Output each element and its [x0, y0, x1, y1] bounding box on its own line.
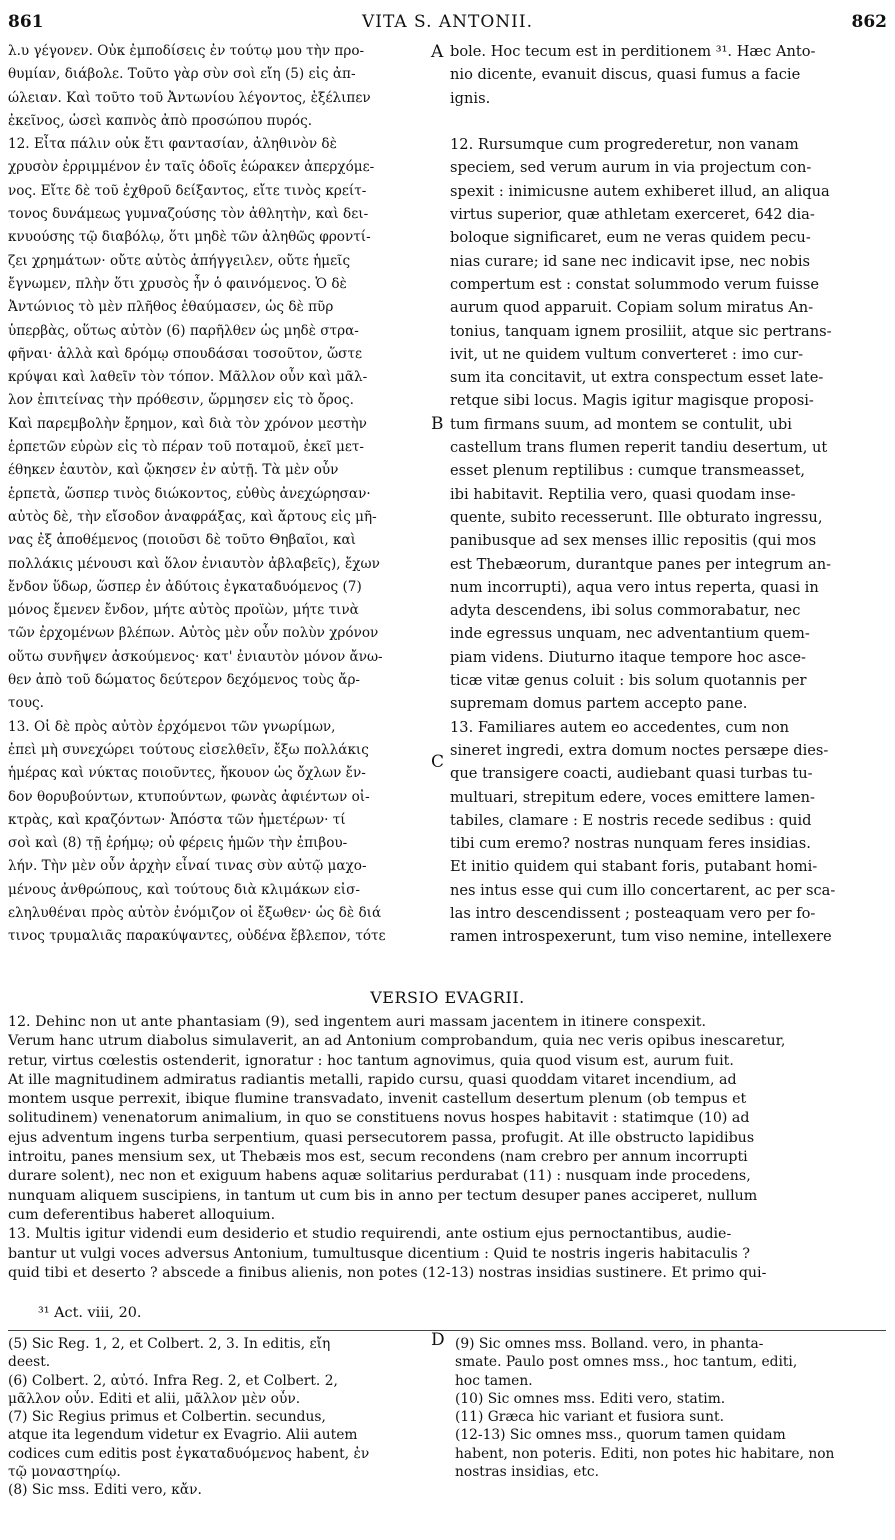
- greek-text-line: 13. Οἱ δὲ πρὸς αὐτὸν ἐρχόμενοι τῶν γνωρίμων,: [8, 718, 336, 735]
- footnote-line: (12-13) Sic omnes mss., quorum tamen quidam: [455, 1427, 786, 1444]
- evagrius-text-line: 13. Multis igitur videndi eum desiderio et studio requirendi, ante ostium ejus pernoctantibus, audie-: [8, 1226, 732, 1243]
- greek-text-line: Καὶ παρεμβολὴν ἔρημον, καὶ διὰ τὸν χρόνον μεστὴν: [8, 415, 367, 432]
- greek-text-line: μένους ἀνθρώπους, καὶ τούτους διὰ κλιμάκων εἰσ-: [8, 881, 360, 898]
- right-column-number: 862: [851, 12, 887, 32]
- evagrius-text-line: solitudinem) venenatorum animalium, in quo se constituens novus hospes habitavit : statimque (10) ad: [8, 1110, 750, 1127]
- evagrius-section-title: VERSIO EVAGRII.: [370, 988, 525, 1007]
- footnotes-left: [8, 1335, 428, 1500]
- greek-text-line: Ἀντώνιος τὸ μὲν πλῆθος ἐθαύμασεν, ὡς δὲ πῦρ: [8, 299, 334, 316]
- greek-text-column: [8, 40, 426, 949]
- footnote-line: deest.: [8, 1354, 51, 1371]
- latin-text-line: num incorrupti), aqua vero intus reperta, quasi in: [450, 578, 819, 596]
- latin-text-line: boloque significaret, eum ne veras quidem pecu-: [450, 229, 811, 247]
- greek-text-line: νος. Εἴτε δὲ τοῦ ἐχθροῦ δείξαντος, εἴτε τινὸς κρείτ-: [8, 182, 367, 199]
- footnote-line: smate. Paulo post omnes mss., hoc tantum, editi,: [455, 1354, 798, 1371]
- footnote-line: (8) Sic mss. Editi vero, κἄν.: [8, 1482, 202, 1499]
- footnote-line: μᾶλλον οὖν. Editi et alii, μᾶλλον μὲν οὖν.: [8, 1390, 301, 1407]
- latin-text-line: ticæ vitæ genus coluit : bis solum quotannis per: [450, 672, 807, 690]
- latin-text-line: tonius, tanquam ignem prosiliit, atque sic pertrans-: [450, 322, 832, 340]
- footnote-line: τῷ μοναστηρίῳ.: [8, 1464, 121, 1481]
- greek-text-line: ἔνδον ὕδωρ, ὥσπερ ἐν ἀδύτοις ἐγκαταδυόμενος (7): [8, 578, 362, 595]
- latin-text-line: tabiles, clamare : E nostris recede sedibus : quid: [450, 811, 812, 829]
- greek-text-line: τινος τρυμαλιᾶς παρακύψαντες, οὐδένα ἔβλεπον, τότε: [8, 928, 386, 945]
- latin-text-line: ramen introspexerunt, tum viso nemine, intellexere: [450, 928, 832, 946]
- latin-text-line: nes intus esse qui cum illo concertarent, ac per sca-: [450, 881, 836, 899]
- evagrius-text-line: bantur ut vulgi voces adversus Antonium, tumultusque dicentium : Quid te nostris ingeris habitaculis ?: [8, 1245, 750, 1262]
- latin-text-line: quente, subito recesserunt. Ille obturato ingressu,: [450, 508, 823, 526]
- greek-text-line: 12. Εἶτα πάλιν οὐκ ἔτι φαντασίαν, ἀληθινὸν δὲ: [8, 136, 337, 153]
- greek-text-line: εληλυθέναι πρὸς αὐτὸν ἐνόμιζον οἱ ἔξωθεν· ὡς δὲ διά: [8, 904, 382, 921]
- greek-text-line: τονος δυνάμεως γυμναζούσης τὸν ἀθλητὴν, καὶ δει-: [8, 206, 369, 223]
- latin-text-line: speciem, sed verum aurum in via projectum con-: [450, 159, 812, 177]
- greek-text-line: ἡμέρας καὶ νύκτας ποιοῦντες, ἤκουον ὡς ὄχλων ἔν-: [8, 765, 366, 782]
- latin-text-column: [450, 40, 880, 949]
- greek-text-line: οὕτω συνῆψεν ἀσκούμενος· κατ' ἐνιαυτὸν μόνον ἄνω-: [8, 648, 383, 665]
- greek-text-line: λον ἐπιτείνας τὴν πρόθεσιν, ὥρμησεν εἰς τὸ ὄρος.: [8, 392, 354, 409]
- margin-marker-b: B: [431, 414, 444, 434]
- latin-text-line: que transigere coacti, audiebant quasi turbas tu-: [450, 765, 813, 783]
- greek-text-line: θυμίαν, διάβολε. Τοῦτο γὰρ σὺν σοὶ εἴη (5) εἰς ἀπ-: [8, 66, 356, 83]
- latin-text-line: nias curare; id sane nec indicavit ipse, nec nobis: [450, 252, 810, 270]
- greek-text-line: ζει χρημάτων· οὔτε αὐτὸς ἀπήγγειλεν, οὔτε ἡμεῖς: [8, 252, 351, 269]
- greek-text-line: ἑρπετὰ, ὥσπερ τινὸς διώκοντος, εὐθὺς ἀνεχώρησαν·: [8, 485, 371, 502]
- latin-text-line: compertum est : constat solummodo verum fuisse: [450, 275, 819, 293]
- evagrius-text-line: At ille magnitudinem admiratus radiantis metalli, rapido cursu, quasi quoddam vitaret incendium, ad: [8, 1071, 737, 1088]
- evagrius-text-line: montem usque perrexit, ibique flumine transvadato, invenit castellum desertum plenum (ob tempus et: [8, 1091, 747, 1108]
- greek-text-line: νας ἐξ ἀποθέμενος (ποιοῦσι δὲ τοῦτο Θηβαῖοι, καὶ: [8, 532, 357, 549]
- latin-text-line: sineret ingredi, extra domum noctes persæpe dies-: [450, 741, 829, 759]
- latin-text-line: nio dicente, evanuit discus, quasi fumus a facie: [450, 66, 801, 84]
- evagrius-text-line: nunquam aliquem suscipiens, in tantum ut cum bis in anno per tectum desuper panes acciperet, nullum: [8, 1187, 758, 1204]
- margin-marker-c: C: [431, 752, 445, 772]
- footnote-line: hoc tamen.: [455, 1372, 533, 1389]
- footnote-line: codices cum editis post ἐγκαταδυόμενος habent, ἐν: [8, 1445, 370, 1462]
- greek-text-line: φῆναι· ἀλλὰ καὶ δρόμῳ σπουδάσαι τοσοῦτον, ὥστε: [8, 345, 363, 362]
- latin-text-line: Et initio quidem qui stabant foris, putabant homi-: [450, 858, 818, 876]
- latin-text-line: supremam domus partem accepto pane.: [450, 695, 748, 713]
- latin-text-line: adyta descendens, ibi solus commorabatur, nec: [450, 602, 801, 620]
- footnote-line: (7) Sic Regius primus et Colbertin. secundus,: [8, 1409, 326, 1426]
- evagrius-text-line: quid tibi et deserto ? abscede a finibus alienis, non potes (12-13) nostras insidias sustinere. Et primo qui-: [8, 1264, 767, 1281]
- greek-text-line: τῶν ἐρχομένων βλέπων. Αὐτὸς μὲν οὖν πολὺν χρόνον: [8, 625, 379, 642]
- greek-text-line: τους.: [8, 695, 44, 712]
- footnote-divider: [8, 1330, 886, 1331]
- latin-text-line: retque sibi locus. Magis igitur magisque proposi-: [450, 392, 814, 410]
- latin-text-line: spexit : inimicusne autem exhiberet illud, an aliqua: [450, 182, 830, 200]
- greek-text-line: κνυούσης τῷ διαβόλῳ, ὅτι μηδὲ τῶν ἀληθῶς φροντί-: [8, 229, 371, 246]
- latin-text-line: virtus superior, quæ athletam exerceret, 642 dia-: [450, 206, 815, 224]
- greek-text-line: αὐτὸς δὲ, τὴν εἴσοδον ἀναφράξας, καὶ ἄρτους εἰς μῆ-: [8, 508, 377, 525]
- running-title: VITA S. ANTONII.: [361, 12, 534, 32]
- footnote-line: habent, non poteris. Editi, non potes hic habitare, non: [455, 1445, 835, 1462]
- margin-marker-d: D: [431, 1330, 445, 1350]
- latin-text-line: castellum trans flumen reperit tandiu desertum, ut: [450, 439, 828, 457]
- latin-text-line: aurum quod apparuit. Copiam solum miratus An-: [450, 299, 814, 317]
- footnote-line: (11) Græca hic variant et fusiora sunt.: [455, 1409, 724, 1426]
- greek-text-line: λήν. Τὴν μὲν οὖν ἀρχὴν εἶναί τινας σὺν αὐτῷ μαχο-: [8, 858, 367, 875]
- footnote-line: (10) Sic omnes mss. Editi vero, statim.: [455, 1390, 726, 1407]
- evagrius-version-text: [8, 1013, 886, 1283]
- latin-text-line: bole. Hoc tecum est in perditionem ³¹. Hæc Anto-: [450, 43, 816, 60]
- greek-text-line: ἐπεὶ μὴ συνεχώρει τούτους εἰσελθεῖν, ἔξω πολλάκις: [8, 741, 369, 758]
- footnote-line: nostras insidias, etc.: [455, 1464, 600, 1481]
- latin-text-line: ibi habitavit. Reptilia vero, quasi quodam inse-: [450, 485, 796, 503]
- greek-text-line: πολλάκις μένουσι καὶ ὅλον ἐνιαυτὸν ἀβλαβεῖς), ἔχων: [8, 555, 380, 572]
- latin-text-line: inde egressus unquam, nec adventantium quem-: [450, 625, 810, 643]
- greek-text-line: ἐκεῖνος, ὡσεὶ καπνὸς ἀπὸ προσώπου πυρός.: [8, 112, 313, 129]
- greek-text-line: λ.υ γέγονεν. Οὐκ ἐμποδίσεις ἐν τούτῳ μου τὴν προ-: [8, 43, 365, 59]
- latin-text-line: est Thebæorum, durantque panes per integrum an-: [450, 555, 832, 573]
- greek-text-line: κρύψαι καὶ λαθεῖν τὸν τόπον. Μᾶλλον οὖν καὶ μᾶλ-: [8, 369, 368, 386]
- latin-text-line: ignis.: [450, 89, 491, 107]
- latin-text-line: tibi cum eremo? nostras nunquam feres insidias.: [450, 835, 811, 853]
- greek-text-line: θεν ἀπὸ τοῦ δώματος δεύτερον δεχόμενος τοὺς ἄρ-: [8, 672, 361, 689]
- greek-text-line: χρυσὸν ἐρριμμένον ἐν ταῖς ὁδοῖς ἑώρακεν ἀπερχόμε-: [8, 159, 375, 176]
- greek-text-line: ἑρπετῶν εὑρὼν εἰς τὸ πέραν τοῦ ποταμοῦ, ἐκεῖ μετ-: [8, 439, 364, 456]
- footnotes-right: [455, 1335, 885, 1481]
- greek-text-line: ώλειαν. Καὶ τοῦτο τοῦ Ἀντωνίου λέγοντος, ἐξέλιπεν: [8, 89, 371, 106]
- greek-text-line: έθηκεν ἑαυτὸν, καὶ ᾤκησεν ἐν αὐτῇ. Τὰ μὲν οὖν: [8, 462, 339, 479]
- evagrius-text-line: Verum hanc utrum diabolus simulaverit, an ad Antonium comprobandum, quia nec veris opibus inescaretur,: [8, 1033, 786, 1050]
- footnote-line: (9) Sic omnes mss. Bolland. vero, in phanta-: [455, 1336, 764, 1352]
- paragraph-gap: [450, 110, 880, 133]
- latin-text-line: piam videns. Diuturno itaque tempore hoc asce-: [450, 648, 806, 666]
- latin-text-line: sum ita concitavit, ut extra conspectum esset late-: [450, 369, 824, 387]
- latin-text-line: ivit, ut ne quidem vultum converteret : imo cur-: [450, 345, 804, 363]
- latin-text-line: multuari, strepitum edere, voces emittere lamen-: [450, 788, 815, 806]
- scripture-reference: ³¹ Act. viii, 20.: [38, 1305, 142, 1321]
- latin-text-line: panibusque ad sex menses illic repositis (qui mos: [450, 532, 817, 550]
- greek-text-line: ὑπερβὰς, οὕτως αὐτὸν (6) παρῆλθεν ὡς μηδὲ στρα-: [8, 322, 359, 339]
- page-header: [8, 12, 887, 38]
- latin-text-line: 12. Rursumque cum progrederetur, non vanam: [450, 136, 799, 154]
- greek-text-line: κτρὰς, καὶ κραζόντων· Ἀπόστα τῶν ἡμετέρων· τί: [8, 811, 346, 828]
- evagrius-text-line: ejus adventum ingens turba serpentium, quasi persecutorem passa, profugit. At ille obstructo lapidibus: [8, 1129, 755, 1146]
- latin-text-line: esset plenum reptilibus : cumque transmeasset,: [450, 462, 806, 480]
- evagrius-text-line: cum deferentibus haberet alloquium.: [8, 1206, 276, 1223]
- evagrius-text-line: retur, virtus cœlestis ostenderit, ignoratur : hoc tantum agnovimus, quia quod visum est, aurum fuit.: [8, 1052, 734, 1069]
- evagrius-text-line: 12. Dehinc non ut ante phantasiam (9), sed ingentem auri massam jacentem in itinere conspexit.: [8, 1014, 706, 1030]
- latin-text-line: las intro descendissent ; posteaquam vero per fo-: [450, 904, 816, 922]
- margin-marker-a: A: [431, 42, 444, 62]
- footnote-line: atque ita legendum videtur ex Evagrio. Alii autem: [8, 1427, 358, 1444]
- greek-text-line: σοὶ καὶ (8) τῇ ἐρήμῳ; οὐ φέρεις ἡμῶν τὴν ἐπιβου-: [8, 835, 348, 852]
- footnote-line: (5) Sic Reg. 1, 2, et Colbert. 2, 3. In editis, εἴη: [8, 1336, 331, 1352]
- greek-text-line: ἔγνωμεν, πλὴν ὅτι χρυσὸς ἦν ὁ φαινόμενος. Ὁ δὲ: [8, 275, 347, 292]
- greek-text-line: μόνος ἔμενεν ἔνδον, μήτε αὐτὸς προϊὼν, μήτε τινὰ: [8, 602, 359, 619]
- latin-text-line: tum firmans suum, ad montem se contulit, ubi: [450, 415, 792, 433]
- evagrius-text-line: durare solent), nec non et exiguum habens aquæ solitarius perdurabat (11) : nusquam inde procedens,: [8, 1168, 751, 1185]
- greek-text-line: δον θορυβούντων, κτυπούντων, φωνὰς ἀφιέντων οἰ-: [8, 788, 370, 805]
- evagrius-text-line: introitu, panes mensium sex, ut Thebæis mos est, secum recondens (nam crebro per annum incorrupti: [8, 1149, 748, 1166]
- latin-text-line: 13. Familiares autem eo accedentes, cum non: [450, 718, 790, 736]
- footnote-line: (6) Colbert. 2, αὐτό. Infra Reg. 2, et Colbert. 2,: [8, 1372, 338, 1389]
- left-column-number: 861: [8, 12, 44, 32]
